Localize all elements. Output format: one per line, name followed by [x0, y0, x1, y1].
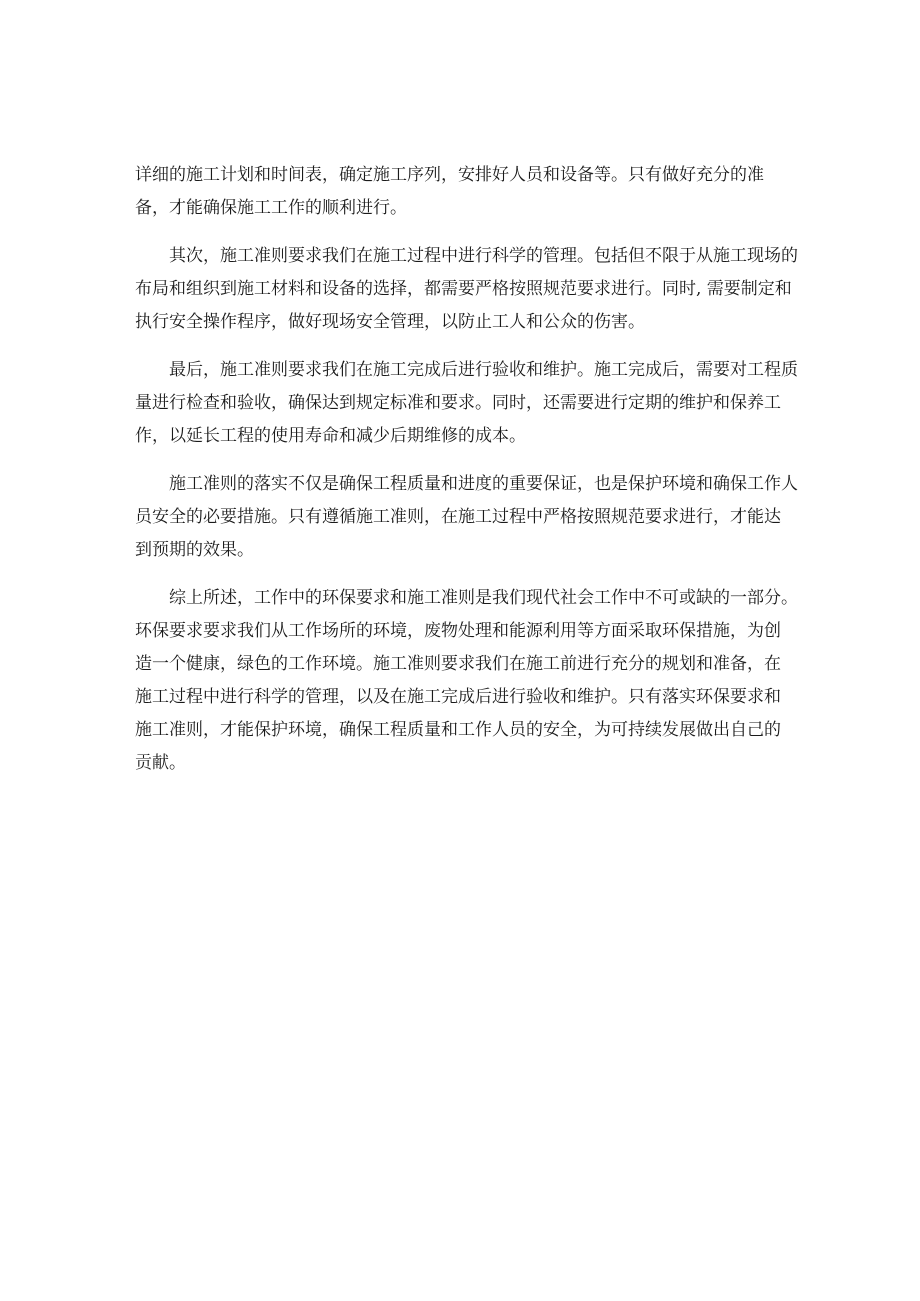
text-line: 详细的施工计划和时间表，确定施工序列，安排好人员和设备等。只有做好充分的准: [135, 165, 764, 185]
text-line: 施工准则的落实不仅是确保工程质量和进度的重要保证，也是保护环境和确保工作人: [135, 474, 798, 494]
paragraph-implementation-importance: [135, 468, 798, 567]
text-line: 施工准则，才能保护环境，确保工程质量和工作人员的安全，为可持续发展做出自己的: [135, 720, 781, 740]
paragraph-conclusion: [135, 582, 798, 780]
text-line: 综上所述，工作中的环保要求和施工准则是我们现代社会工作中不可或缺的一部分。: [135, 588, 798, 608]
text-line: 到预期的效果。: [135, 540, 254, 560]
text-line: 其次，施工准则要求我们在施工过程中进行科学的管理。包括但不限于从施工现场的: [135, 246, 798, 266]
text-line: 布局和组织到施工材料和设备的选择，都需要严格按照规范要求进行。同时, 需要制定和: [135, 279, 792, 299]
paragraph-planning-continuation: [135, 159, 795, 225]
text-line: 备，才能确保施工工作的顺利进行。: [135, 198, 407, 218]
text-line: 施工过程中进行科学的管理，以及在施工完成后进行验收和维护。只有落实环保要求和: [135, 687, 781, 707]
text-line: 环保要求要求我们从工作场所的环境，废物处理和能源利用等方面采取环保措施，为创: [135, 621, 781, 641]
text-line: 作，以延长工程的使用寿命和减少后期维修的成本。: [135, 426, 526, 446]
text-line: 贡献。: [135, 753, 186, 773]
paragraph-spacer: [135, 339, 795, 354]
paragraph-acceptance-maintenance: [135, 354, 798, 453]
text-line: 量进行检查和验收，确保达到规定标准和要求。同时，还需要进行定期的维护和保养工: [135, 393, 781, 413]
text-line: 员安全的必要措施。只有遵循施工准则，在施工过程中严格按照规范要求进行，才能达: [135, 507, 781, 527]
paragraph-spacer: [135, 225, 795, 240]
paragraph-construction-management: [135, 240, 798, 339]
document-body: [135, 159, 798, 780]
text-line: 执行安全操作程序，做好现场安全管理，以防止工人和公众的伤害。: [135, 312, 645, 332]
paragraph-spacer: [135, 567, 795, 582]
text-line: 造一个健康，绿色的工作环境。施工准则要求我们在施工前进行充分的规划和准备，在: [135, 654, 781, 674]
paragraph-spacer: [135, 453, 795, 468]
text-line: 最后，施工准则要求我们在施工完成后进行验收和维护。施工完成后，需要对工程质: [135, 360, 798, 380]
